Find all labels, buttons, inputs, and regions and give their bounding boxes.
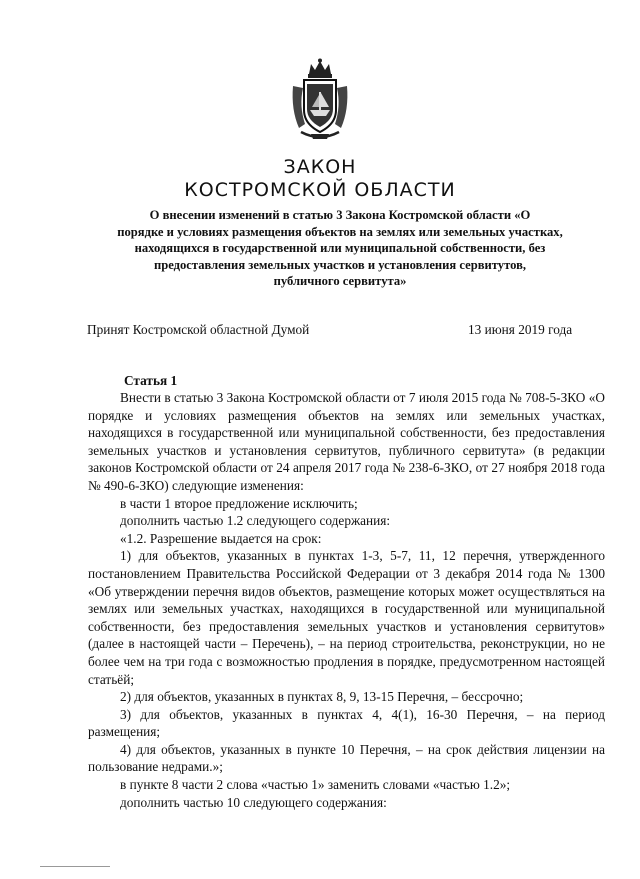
region-title: КОСТРОМСКОЙ ОБЛАСТИ (184, 179, 456, 201)
subject-line: О внесении изменений в статью 3 Закона Костромской области «О (149, 208, 531, 222)
subject-line: порядке и условиях размещения объектов на землях или земельных участках, (117, 224, 563, 239)
adoption-statement: Принят Костромской областной Думой (87, 322, 310, 337)
article-paragraph: 2) для объектов, указанных в пунктах 8, 9, 13-15 Перечня, – бессрочно; (120, 689, 524, 705)
article-heading: Статья 1 (124, 373, 178, 388)
article-paragraph: «1.2. Разрешение выдается на срок: (120, 530, 322, 546)
article-paragraph: Внести в статью 3 Закона Костромской области от 7 июля 2015 года № 708-5-ЗКО «О порядке и условиях размещения объектов на землях или земельных участках, находящихся в государственной или муниципальной собственности, без предоставления земельных участков и установления сервитутов, публичного сервитута» (в редакции законов Костромской области от 24 апреля 2017 года № 238-6-ЗКО, от 27 ноября 2018 года № 490-6-ЗКО) следующие изменения: (88, 390, 605, 493)
article-paragraph: 1) для объектов, указанных в пунктах 1-3, 5-7, 11, 12 перечня, утвержденного постановлением Правительства Российской Федерации от 3 декабря 2014 года № 1300 «Об утверждении перечня видов объектов, размещение которых может осуществляться на землях или земельных участках, находящихся в государственной или муниципальной собственности, без предоставления земельных участков и установления сервитутов» (далее в настоящей части – Перечень), – на период строительства, реконструкции, но не более чем на три года с возможностью продления в порядке, предусмотренном настоящей статьёй; (88, 548, 605, 687)
footer-rule (40, 866, 110, 867)
article-paragraph: 3) для объектов, указанных в пунктах 4, 4(1), 16-30 Перечня, – на период размещения; (88, 706, 605, 740)
article-paragraph: в части 1 второе предложение исключить; (120, 495, 358, 511)
coat-of-arms-icon (289, 58, 351, 140)
article-paragraph: в пункте 8 части 2 слова «частью 1» заменить словами «частью 1.2»; (120, 777, 511, 793)
law-type-title: ЗАКОН (283, 156, 357, 178)
article-paragraph: дополнить частью 10 следующего содержания: (120, 794, 387, 810)
law-subject (74, 207, 606, 290)
article-body (88, 389, 605, 811)
article-paragraph: 4) для объектов, указанных в пункте 10 Перечня, – на срок действия лицензии на пользование недрами.»; (88, 741, 605, 775)
subject-line: предоставления земельных участков и установления сервитутов, (153, 257, 527, 272)
subject-line: публичного сервитута» (273, 274, 407, 288)
article-paragraph: дополнить частью 1.2 следующего содержания: (120, 513, 391, 529)
subject-line: находящихся в государственной или муниципальной собственности, без (134, 241, 546, 255)
adoption-date: 13 июня 2019 года (468, 322, 573, 337)
